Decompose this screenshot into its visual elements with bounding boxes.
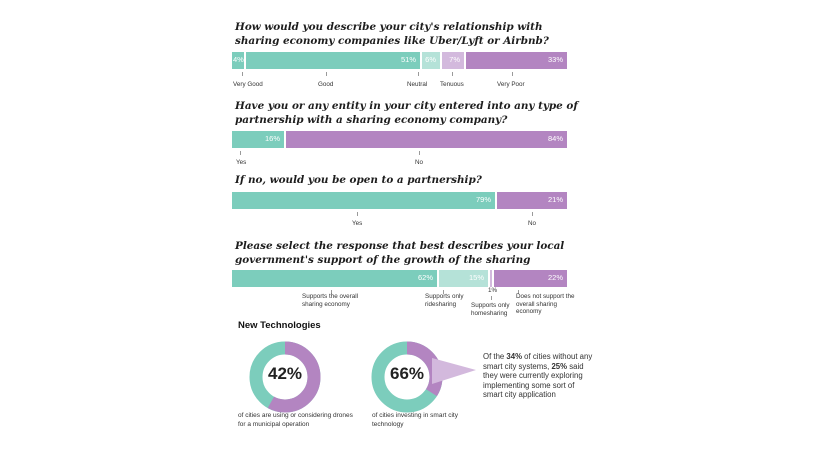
bar-segment-very-good — [232, 52, 246, 69]
value-label: 51% — [400, 55, 416, 64]
question-1-bar — [232, 52, 567, 69]
bar-segment-no — [497, 192, 567, 209]
category-label: Very Good — [233, 81, 263, 88]
value-label: 79% — [475, 195, 491, 204]
tick — [357, 212, 358, 216]
bar-segment-yes — [232, 192, 497, 209]
question-3-title: If no, would you be open to a partnership? — [235, 174, 482, 186]
bar-segment-very-poor — [466, 52, 567, 69]
category-label: Supports only homesharing — [471, 302, 510, 317]
tick — [240, 151, 241, 155]
tick — [326, 72, 327, 76]
category-label: Supports the overall sharing economy — [302, 293, 359, 308]
category-label: No — [528, 220, 537, 227]
category-label: Does not support the overall sharing economy — [516, 293, 575, 315]
category-label: Yes — [236, 159, 247, 166]
note-text: Of the — [483, 352, 507, 361]
note-highlight: 34% — [506, 352, 523, 361]
value-label-homesharing: 1% — [488, 287, 498, 294]
question-4-title: Please select the response that best describes your local government's support of the growth of the sharing — [235, 240, 565, 266]
section-title: New Technologies — [238, 320, 321, 331]
value-label: 4% — [233, 55, 244, 64]
value-label: 15% — [468, 273, 484, 282]
tick — [418, 72, 419, 76]
value-label: 22% — [547, 273, 563, 282]
donut-center-label: 66% — [389, 364, 425, 383]
category-label: No — [415, 159, 424, 166]
question-3-bar — [232, 192, 567, 209]
bar-segment-good — [246, 52, 422, 69]
category-label: Very Poor — [497, 81, 525, 88]
tick — [242, 72, 243, 76]
donut-center-label: 42% — [267, 364, 303, 383]
value-label: 6% — [425, 55, 436, 64]
tick — [532, 212, 533, 216]
bar-segment-tenuous — [442, 52, 466, 69]
bar-segment-yes — [232, 131, 286, 148]
note-text: said they were currently exploring implementing some sort of smart city application — [483, 361, 584, 400]
value-label: 7% — [449, 55, 460, 64]
question-1-title: How would you describe your city's relationship with sharing economy companies like Uber/Lyft or Airbnb? — [235, 21, 549, 47]
tick — [419, 151, 420, 155]
donut-caption: of cities investing in smart city technology — [372, 412, 458, 428]
question-2-title: Have you or any entity in your city entered into any type of partnership with a sharing economy company? — [235, 100, 578, 126]
bar-segment-no — [286, 131, 567, 148]
value-label: 33% — [547, 55, 563, 64]
callout-pointer — [430, 348, 478, 388]
value-label: 84% — [547, 134, 563, 143]
bar-segment-neutral — [422, 52, 442, 69]
bar-segment-no-support — [494, 270, 567, 287]
note-highlight: 25% — [551, 361, 568, 371]
callout-triangle — [432, 358, 476, 384]
category-label: Good — [318, 81, 334, 88]
value-label: 21% — [547, 195, 563, 204]
value-label: 62% — [417, 273, 433, 282]
note-text: of cities without any smart city systems, — [483, 352, 593, 371]
category-label: Tenuous — [440, 81, 464, 88]
category-label: Supports only ridesharing — [425, 293, 464, 308]
tick — [512, 72, 513, 76]
question-2-bar — [232, 131, 567, 148]
bar-segment-overall — [232, 270, 439, 287]
donut-caption: of cities are using or considering drones for a municipal operation — [238, 412, 353, 428]
category-label: Yes — [352, 220, 363, 227]
callout-note — [483, 352, 593, 400]
value-label: 16% — [264, 134, 280, 143]
tick — [452, 72, 453, 76]
question-4-bar — [232, 270, 567, 287]
category-label: Neutral — [407, 81, 428, 88]
tick — [491, 296, 492, 300]
bar-segment-ridesharing — [439, 270, 490, 287]
